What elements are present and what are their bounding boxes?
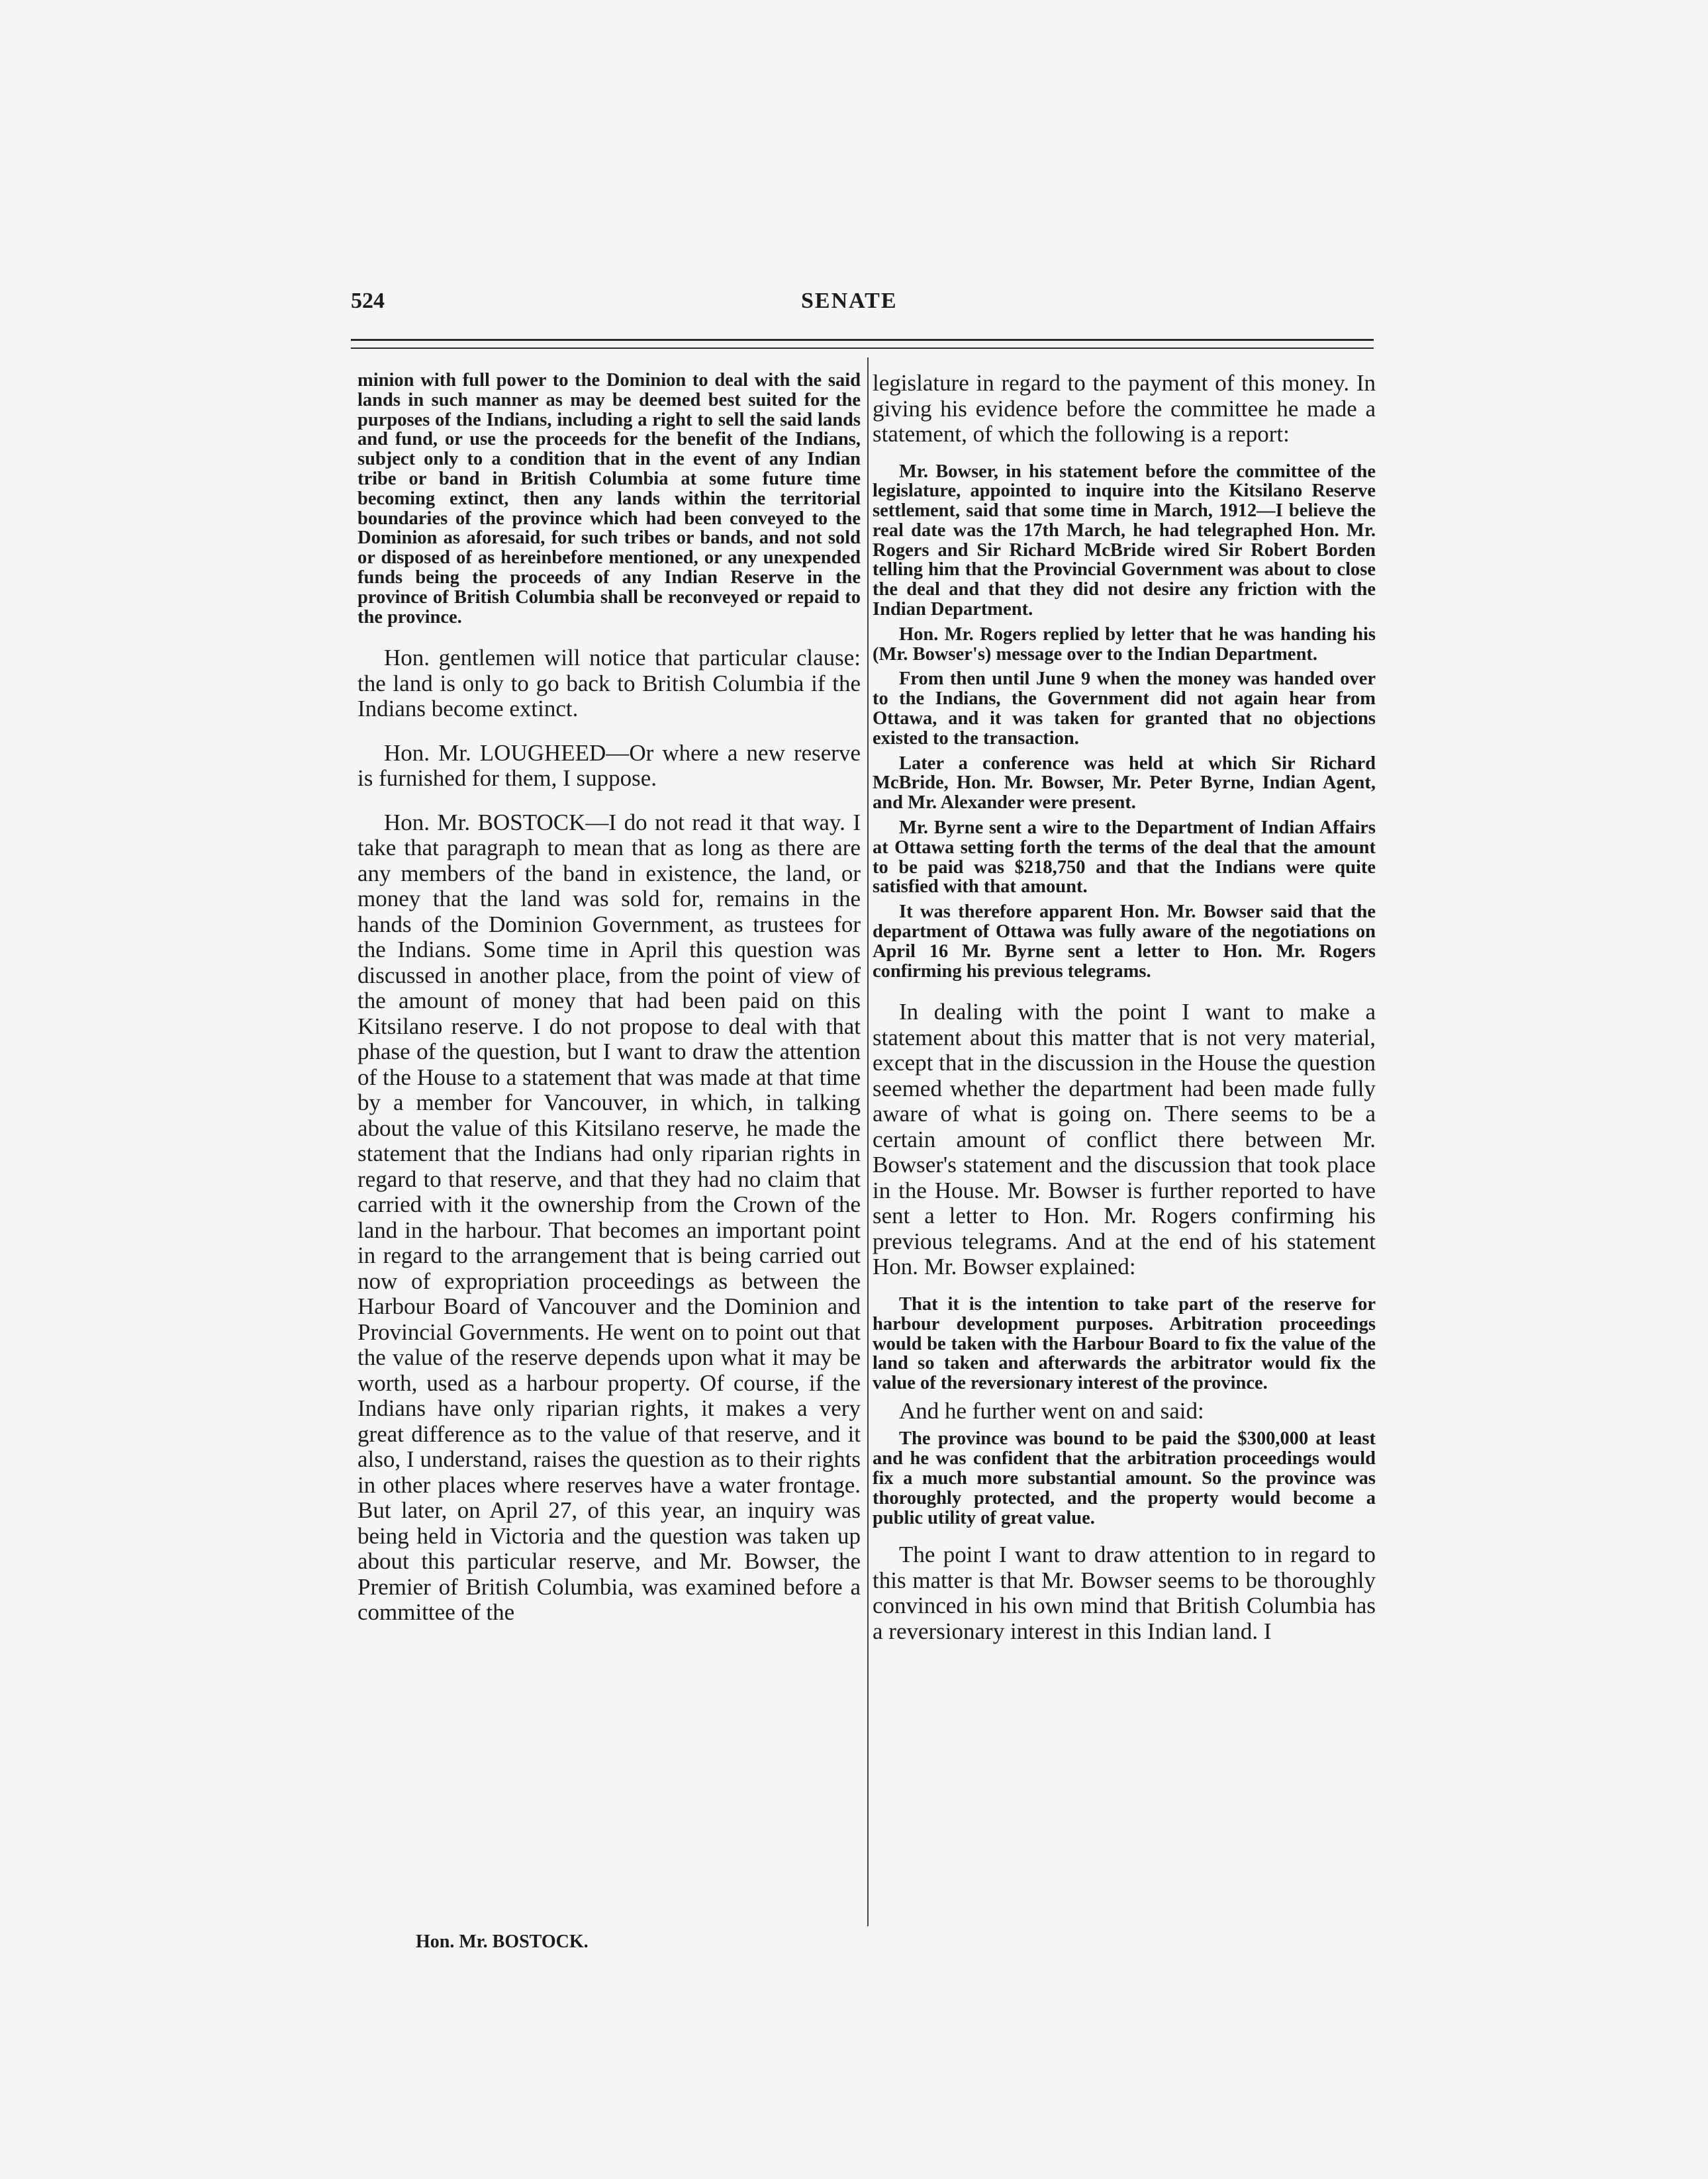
left-column	[357, 371, 861, 1626]
paragraph: In dealing with the point I want to make a statement about this matter that is not very material, except that in the discussion in the House the question seemed whether the department had been made fully aware of what is going on. There seems to be a certain amount of conflict there between Mr. Bowser's statement and the discussion that took place in the House. Mr. Bowser is further reported to have sent a letter to Hon. Mr. Rogers confirming his previous telegrams. And at the end of his statement Hon. Mr. Bowser explained:	[873, 999, 1376, 1280]
page-number: 524	[351, 289, 385, 313]
speaker-footer: Hon. Mr. BOSTOCK.	[416, 1931, 589, 1952]
paragraph: And he further went on and said:	[899, 1397, 1204, 1424]
quoted-clause: minion with full power to the Dominion to deal with the said lands in such manner as may be deemed best suited for the purposes of the Indians, including a right to sell the said lands and fund, or use the proceeds for the benefit of the Indians, subject only to a condition that in the event of any Indian tribe or band in British Columbia at some future time becoming extinct, then any lands within the territorial boundaries of the province which had been conveyed to the Dominion as aforesaid, for such tribes or bands, and not sold or disposed of as hereinbefore mentioned, or any unexpended funds being the proceeds of any Indian Reserve in the province of British Columbia shall be reconveyed or repaid to the province.	[357, 370, 861, 627]
running-title: SENATE	[801, 289, 898, 313]
quoted-report: It was therefore apparent Hon. Mr. Bowser said that the department of Ottawa was fully aware of the negotiations on April 16 Mr. Byrne sent a letter to Hon. Mr. Rogers confirming his previous telegrams.	[873, 902, 1376, 982]
paragraph: Hon. gentlemen will notice that particular clause: the land is only to go back to British Columbia if the Indians become extinct.	[357, 645, 861, 722]
interjection-lougheed: Hon. Mr. LOUGHEED—Or where a new reserve is furnished for them, I suppose.	[357, 739, 861, 792]
quoted-report: Mr. Byrne sent a wire to the Department of Indian Affairs at Ottawa setting forth the terms of the deal that the amount to be paid was $218,750 and that the Indians were quite satisfied with that amount.	[873, 817, 1376, 898]
page-header	[351, 289, 1384, 322]
quoted-report: The province was bound to be paid the $300,000 at least and he was confident that the arbitration proceedings would fix a much more substantial amount. So the province was thoroughly protected, and the property would become a public utility of great value.	[873, 1428, 1376, 1528]
quoted-report: From then until June 9 when the money was handed over to the Indians, the Government did not again hear from Ottawa, and it was taken for granted that no objections existed to the transaction.	[873, 669, 1376, 749]
right-column	[873, 371, 1376, 1644]
quoted-report: Later a conference was held at which Sir Richard McBride, Hon. Mr. Bowser, Mr. Peter Byrne, Indian Agent, and Mr. Alexander were present.	[873, 753, 1376, 813]
quoted-report: Hon. Mr. Rogers replied by letter that he was handing his (Mr. Bowser's) message over to the Indian Department.	[873, 624, 1376, 665]
quoted-report: Mr. Bowser, in his statement before the committee of the legislature, appointed to inquire into the Kitsilano Reserve settlement, said that some time in March, 1912—I believe the real date was the 17th March, he had telegraphed Hon. Mr. Rogers and Sir Richard McBride wired Sir Robert Borden telling him that the Provincial Government was about to close the deal and that they did not desire any friction with the Indian Department.	[873, 461, 1376, 620]
paragraph: The point I want to draw attention to in regard to this matter is that Mr. Bowser seems to be thoroughly convinced in his own mind that British Columbia has a reversionary interest in this Indian land. I	[873, 1542, 1376, 1644]
paragraph: legislature in regard to the payment of this money. In giving his evidence before the committee he made a statement, of which the following is a report:	[873, 370, 1376, 447]
header-rule	[351, 339, 1374, 349]
column-divider	[867, 357, 869, 1926]
speech-bostock: Hon. Mr. BOSTOCK—I do not read it that way. I take that paragraph to mean that as long as there are any members of the band in existence, the land, or money that the land was sold for, remains in the hands of the Dominion Government, as trustees for the Indians. Some time in April this question was discussed in another place, from the point of view of the amount of money that had been paid on this Kitsilano reserve. I do not propose to deal with that phase of the question, but I want to draw the attention of the House to a statement that was made at that time by a member for Vancouver, in which, in talking about the value of this Kitsilano reserve, he made the statement that the Indians had only riparian rights in regard to that reserve, and that they had no claim that carried with it the ownership from the Crown of the land in the harbour. That becomes an important point in regard to the arrangement that is being carried out now of expropriation proceedings as between the Harbour Board of Vancouver and the Dominion and Provincial Governments. He went on to point out that the value of the reserve depends upon what it may be worth, used as a harbour property. Of course, if the Indians have only riparian rights, it makes a very great difference as to the value of that reserve, and it also, I understand, raises the question as to their rights in other places where reserves have a water frontage. But later, on April 27, of this year, an inquiry was being held in Victoria and the question was taken up about this particular reserve, and Mr. Bowser, the Premier of British Columbia, was examined before a committee of the	[357, 809, 861, 1626]
quoted-report: That it is the intention to take part of the reserve for harbour development purposes. Arbitration proceedings would be taken with the Harbour Board to fix the value of the land so taken and afterwards the arbitrator would fix the value of the reversionary interest of the province.	[873, 1293, 1376, 1394]
